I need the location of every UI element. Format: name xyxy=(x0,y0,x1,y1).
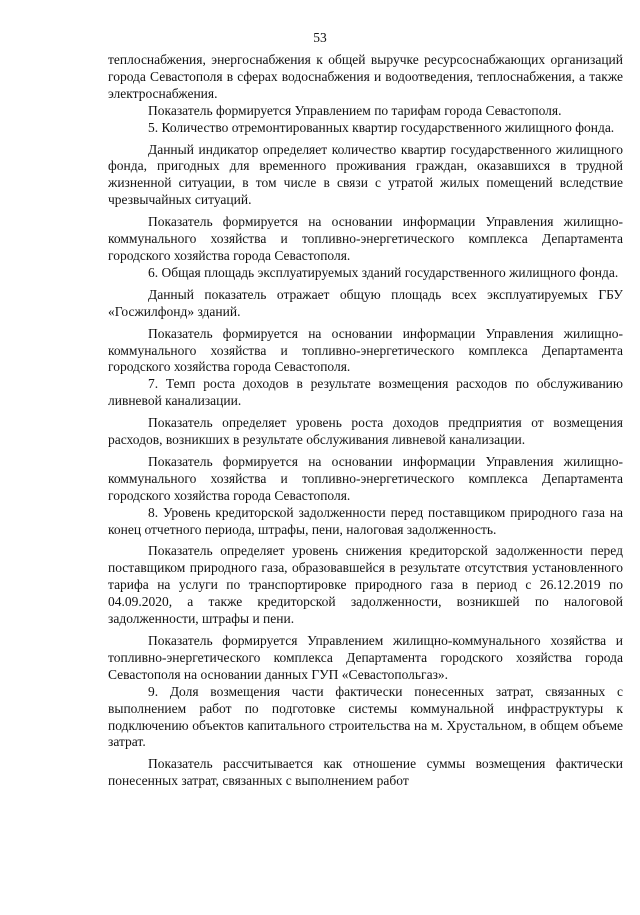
paragraph: Показатель формируется на основании информации Управления жилищно-коммунального хозяйства и топливно-энергетического комплекса Департамента городского хозяйства города Севастополя. xyxy=(108,453,623,503)
paragraph: Данный индикатор определяет количество квартир государственного жилищного фонда, пригодных для временного проживания граждан, оказавшихся в трудной жизненной ситуации, в том числе в связи с утратой жилых помещений вследствие чрезвычайных ситуаций. xyxy=(108,141,623,208)
numbered-heading: 8. Уровень кредиторской задолженности перед поставщиком природного газа на конец отчетного периода, штрафы, пени, налоговая задолженность. xyxy=(108,504,623,537)
paragraph: Показатель формируется Управлением жилищно-коммунального хозяйства и топливно-энергетического комплекса Департамента городского хозяйства города Севастополя на основании данных ГУП «Севастопольгаз». xyxy=(108,633,623,682)
numbered-heading: 7. Темп роста доходов в результате возмещения расходов по обслуживанию ливневой канализации. xyxy=(108,376,623,409)
numbered-heading: 6. Общая площадь эксплуатируемых зданий государственного жилищного фонда. xyxy=(148,264,619,280)
paragraph: Показатель определяет уровень роста доходов предприятия от возмещения расходов, возникших в результате обслуживания ливневой канализации. xyxy=(108,415,623,448)
paragraph: Показатель формируется на основании информации Управления жилищно-коммунального хозяйства и топливно-энергетического комплекса Департамента городского хозяйства города Севастополя. xyxy=(108,214,623,263)
page-number: 53 xyxy=(313,30,327,45)
paragraph: Показатель формируется на основании информации Управления жилищно-коммунального хозяйства и топливно-энергетического комплекса Департамента городского хозяйства города Севастополя. xyxy=(108,325,623,375)
paragraph: Показатель определяет уровень снижения кредиторской задолженности перед поставщиком природного газа, образовавшейся в результате отсутствия установленного тарифа на услуги по транспортировке природного газа в период с 26.12.2019 по 04.09.2020, а также кредиторской задолженности, возникшей по налоговой задолженности, штрафы и пени. xyxy=(108,543,623,627)
numbered-heading: 9. Доля возмещения части фактически понесенных затрат, связанных с выполнением работ по подготовке системы коммунальной инфраструктуры к подключению объектов капитального строительства на м. Хрустальном, в общем объеме затрат. xyxy=(108,683,623,750)
document-body xyxy=(108,52,623,790)
paragraph: Показатель рассчитывается как отношение суммы возмещения фактически понесенных затрат, связанных с выполнением работ xyxy=(108,756,623,789)
paragraph: теплоснабжения, энергоснабжения к общей выручке ресурсоснабжающих организаций города Севастополя в сферах водоснабжения и водоотведения, теплоснабжения, а также электроснабжения. xyxy=(108,52,623,101)
paragraph: Данный показатель отражает общую площадь всех эксплуатируемых ГБУ «Госжилфонд» зданий. xyxy=(108,286,623,319)
numbered-heading: 5. Количество отремонтированных квартир государственного жилищного фонда. xyxy=(148,119,615,135)
paragraph: Показатель формируется Управлением по тарифам города Севастополя. xyxy=(148,102,562,118)
